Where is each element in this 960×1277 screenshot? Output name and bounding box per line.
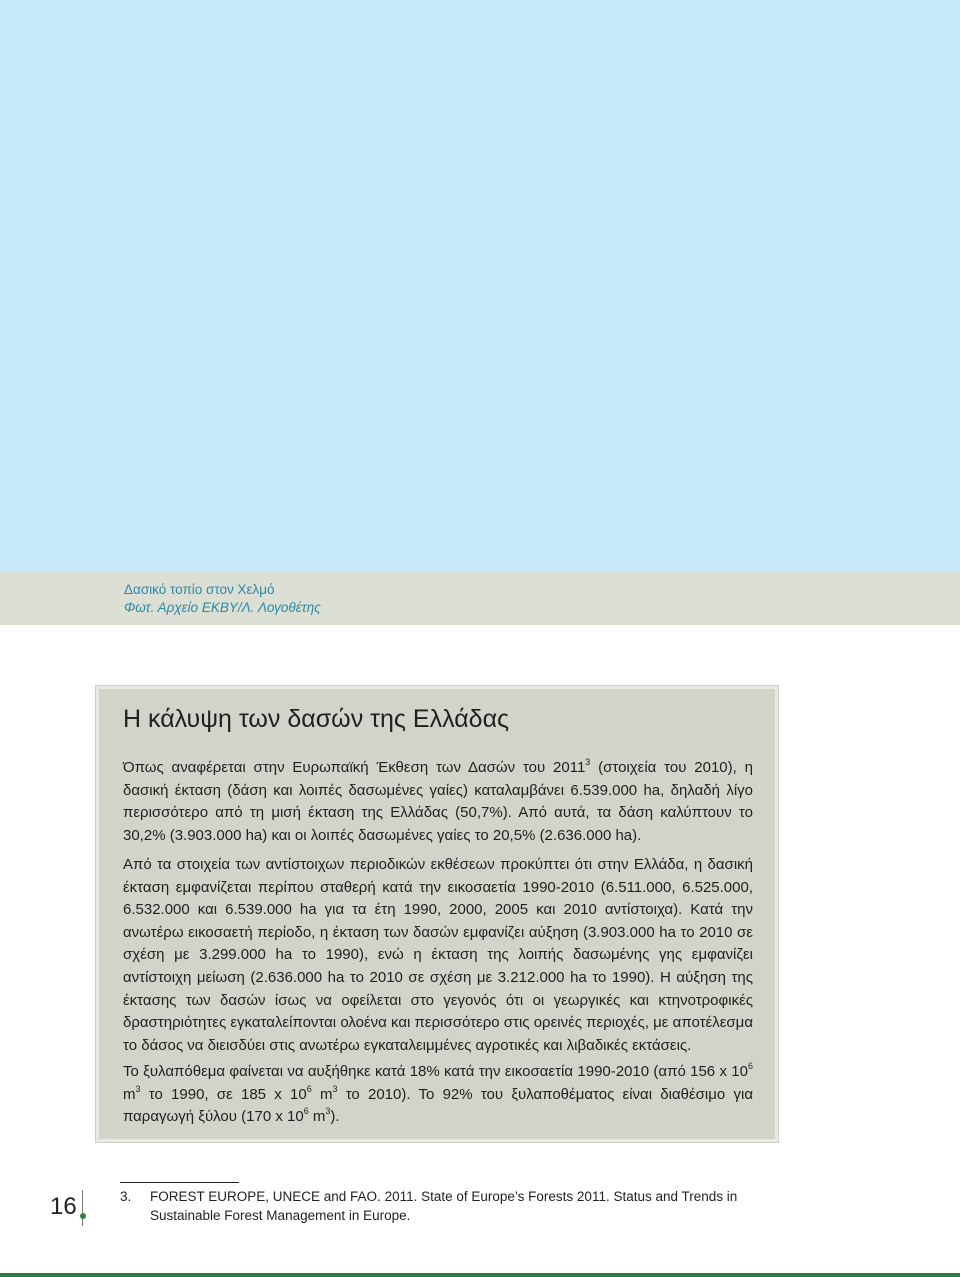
- p3-text-c: το 1990, σε 185 x 10: [140, 1085, 307, 1103]
- p3-text-g: ).: [330, 1108, 340, 1126]
- bottom-accent-bar: [0, 1273, 960, 1277]
- p3-text-d: m: [311, 1085, 333, 1103]
- p3-sup: 6: [747, 1061, 753, 1071]
- footnote-ref: 3: [585, 757, 591, 767]
- footnote-rule: [120, 1182, 239, 1183]
- paragraph-2: Από τα στοιχεία των αντίστοιχων περιοδικών εκθέσεων προκύπτει ότι στην Ελλάδα, η δασική έκταση εμφανίζεται περίπου σταθερή κατά την εικοσαετία 1990-2010 (6.511.000, 6.525.000, 6.532.000 και 6.539.000 ha για τα έτη 1990, 2000, 2005 και 2010 αντίστοιχα). Κατά την ανωτέρω εικοσαετή περίοδο, η έκταση των δασών εμφανίζει αύξηση (3.903.000 ha το 2010 σε σχέση με 3.299.000 ha το 1990), ενώ η έκταση της λοιπής δασωμένης γης εμφανίζει αντίστοιχη μείωση (2.636.000 ha το 2010 σε σχέση με 3.212.000 ha το 1990). Η αύξηση της έκτασης των δασών ίσως να οφείλεται στο γεγονός ότι οι γεωργικές και κτηνοτροφικές δραστηριότητες εγκαταλείπονται ολοένα και περισσότερο στις ορεινές περιοχές, με αποτέλεσμα το δάσος να διεισδύει στις ανωτέρω εγκαταλειμμένες αγροτικές και λιβαδικές εκτάσεις.: [123, 856, 753, 1054]
- footnote-number: 3.: [120, 1189, 132, 1204]
- paragraph-3: [123, 1061, 753, 1129]
- p3-sup: 3: [325, 1106, 331, 1117]
- p3-text-e: το 2010). Το 92% του ξυλαποθέματος είναι διαθέσιμο για παραγωγή ξύλου (170 x 10: [123, 1085, 753, 1126]
- page-number-rule: [82, 1190, 83, 1226]
- caption-title: Δασικό τοπίο στον Χελμό: [124, 582, 275, 597]
- p1-text-b: (στοιχεία του 2010), η δασική έκταση (δάση και λοιπές δασωμένες γαίες) καταλαμβάνει 6.539.000 ha, δηλαδή λίγο περισσότερο από τη μισή έκταση της Ελλάδας (50,7%). Από αυτά, τα δάση καλύπτουν το 30,2% (3.903.000 ha) και οι λοιπές δασωμένες γαίες το 20,5% (2.636.000 ha).: [123, 759, 753, 844]
- page-number: 16: [50, 1193, 77, 1220]
- p3-text-f: m: [308, 1108, 326, 1126]
- p3-text-b: m: [123, 1085, 136, 1103]
- p3-text-a: Το ξυλαπόθεμα φαίνεται να αυξήθηκε κατά 18% κατά την εικοσαετία 1990-2010 (από 156 x 10: [123, 1063, 748, 1080]
- caption-credit: Φωτ. Αρχείο ΕΚΒΥ/Λ. Λογοθέτης: [124, 600, 321, 615]
- photo-caption: [0, 572, 960, 625]
- p3-sup: 6: [306, 1083, 312, 1094]
- footnote-text: FOREST EUROPE, UNECE and FAO. 2011. State of Europe’s Forests 2011. Status and Trends in Sustainable Forest Management in Europe.: [150, 1189, 738, 1223]
- p3-sup: 6: [303, 1106, 309, 1117]
- p3-sup: 3: [135, 1083, 141, 1094]
- p3-sup: 3: [332, 1083, 338, 1094]
- box-title: Η κάλυψη των δασών της Ελλάδας: [123, 705, 510, 733]
- p1-text-a: Όπως αναφέρεται στην Ευρωπαϊκή Έκθεση των Δασών του 2011: [123, 759, 586, 776]
- info-box: [96, 686, 778, 1142]
- paragraph-1: [123, 757, 753, 847]
- page-number-dot: [80, 1213, 86, 1219]
- photo-placeholder: [0, 0, 960, 572]
